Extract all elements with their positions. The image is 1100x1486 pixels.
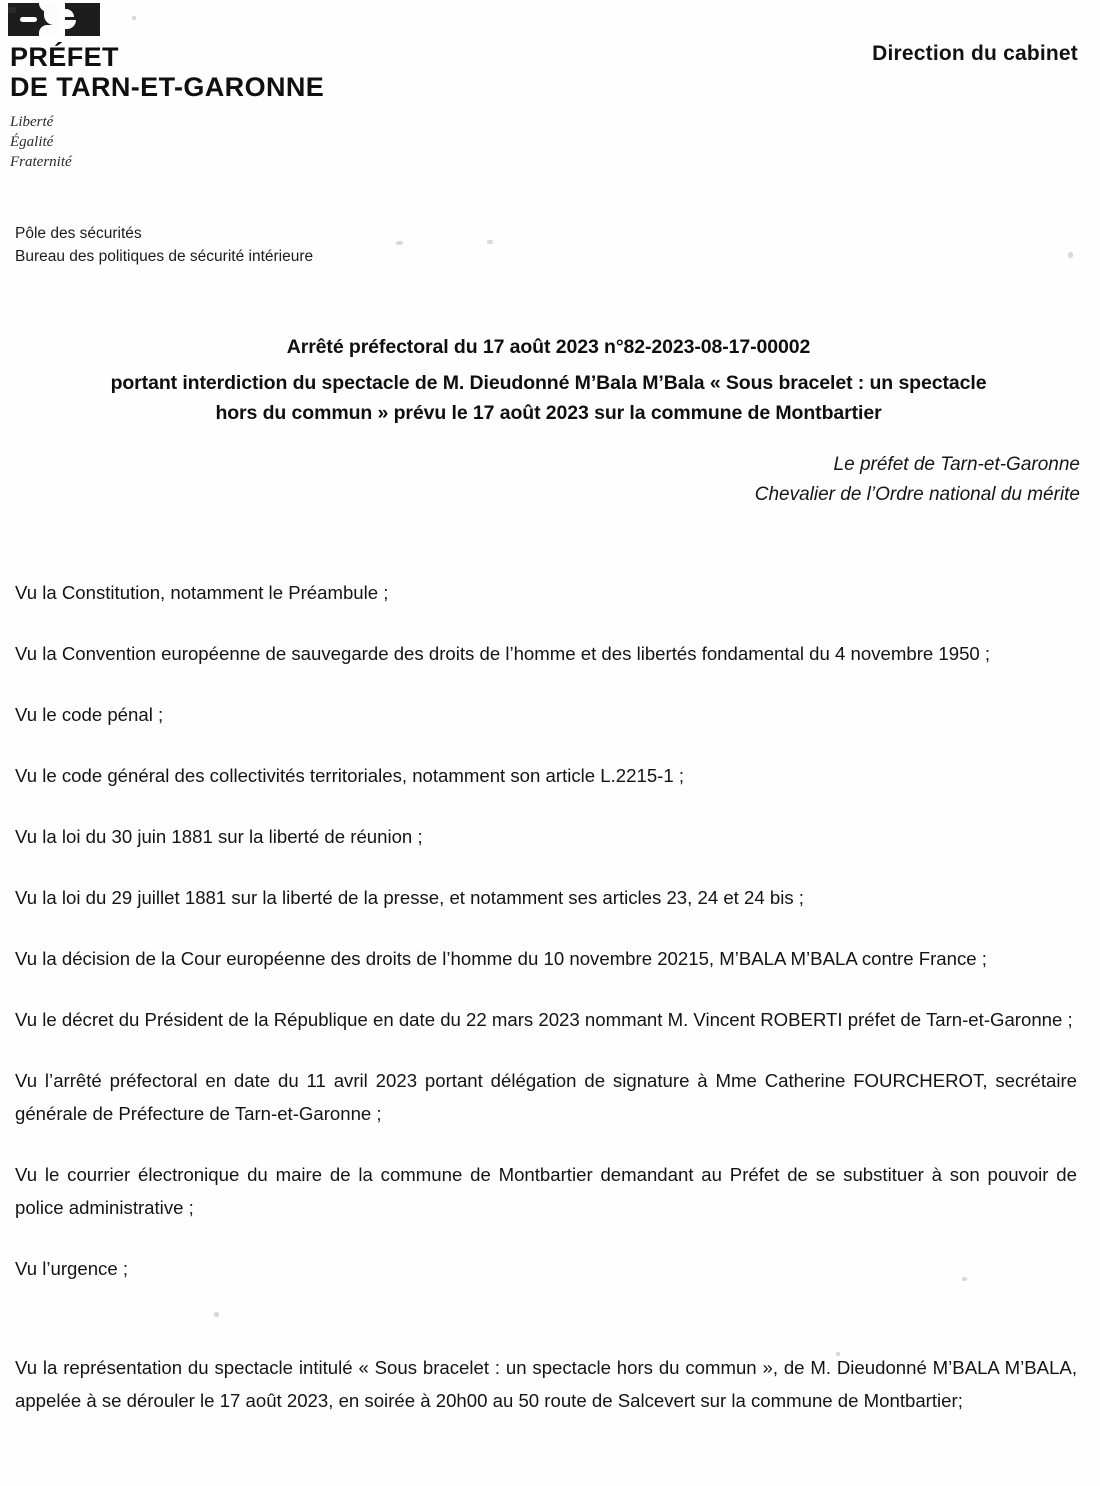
signatory-qualities: [755, 450, 1080, 510]
considerant-item: Vu la loi du 30 juin 1881 sur la liberté de réunion ;: [15, 826, 423, 847]
prefecture-title: [10, 42, 324, 102]
qualities-chevalier: Chevalier de l’Ordre national du mérite: [754, 484, 1080, 505]
decree-title-line2: portant interdiction du spectacle de M. Dieudonné M’Bala M’Bala « Sous bracelet : un spectacle: [110, 372, 987, 394]
considerants-list: [15, 576, 1077, 1445]
direction-label: Direction du cabinet: [872, 42, 1078, 65]
service-bureau: Bureau des politiques de sécurité intérieure: [15, 248, 314, 265]
considerant-item: Vu la Constitution, notamment le Préambule ;: [15, 582, 389, 603]
decree-title-line1: Arrêté préfectoral du 17 août 2023 n°82-2023-08-17-00002: [286, 336, 811, 358]
prefecture-title-line2: DE TARN-ET-GARONNE: [10, 72, 325, 102]
republic-motto: [10, 112, 72, 172]
marianne-logo: [8, 3, 100, 39]
service-block: [15, 222, 313, 268]
considerant-item: Vu le code général des collectivités territoriales, notamment son article L.2215-1 ;: [15, 765, 685, 786]
considerant-item: Vu le décret du Président de la République en date du 22 mars 2023 nommant M. Vincent ROBERTI préfet de Tarn-et-Garonne ;: [15, 1009, 1073, 1030]
considerant-item: Vu le courrier électronique du maire de la commune de Montbartier demandant au Préfet de se substituer à son pouvoir de police administrative ;: [15, 1164, 1077, 1218]
considerant-item: Vu l’urgence ;: [15, 1258, 129, 1279]
scan-speckle: [396, 241, 403, 245]
motto-liberte: Liberté: [10, 114, 54, 130]
considerant-item: Vu l’arrêté préfectoral en date du 11 avril 2023 portant délégation de signature à Mme Catherine FOURCHEROT, secrétaire générale de Préfecture de Tarn-et-Garonne ;: [15, 1070, 1077, 1124]
decree-title-line3: hors du commun » prévu le 17 août 2023 sur la commune de Montbartier: [215, 402, 882, 424]
qualities-prefet: Le préfet de Tarn-et-Garonne: [833, 454, 1080, 475]
service-pole: Pôle des sécurités: [15, 225, 142, 242]
document-header: [0, 0, 1100, 180]
considerant-item: Vu le code pénal ;: [15, 704, 164, 725]
scan-speckle: [1068, 252, 1073, 258]
motto-fraternite: Fraternité: [10, 154, 72, 170]
motto-egalite: Égalité: [10, 134, 54, 150]
decree-title: [15, 332, 1082, 428]
considerant-item: Vu la décision de la Cour européenne des droits de l’homme du 10 novembre 20215, M’BALA M’BALA contre France ;: [15, 948, 987, 969]
considerant-item: Vu la représentation du spectacle intitulé « Sous bracelet : un spectacle hors du commun », de M. Dieudonné M’BALA M’BALA, appelée à se dérouler le 17 août 2023, en soirée à 20h00 au 50 route de Salcevert sur la commune de Montbartier;: [15, 1357, 1077, 1411]
prefecture-title-line1: PRÉFET: [10, 42, 119, 72]
considerant-item: Vu la Convention européenne de sauvegarde des droits de l’homme et des libertés fondamental du 4 novembre 1950 ;: [15, 643, 991, 664]
considerant-item: Vu la loi du 29 juillet 1881 sur la liberté de la presse, et notamment ses articles 23, 24 et 24 bis ;: [15, 887, 804, 908]
scan-speckle: [487, 240, 493, 244]
